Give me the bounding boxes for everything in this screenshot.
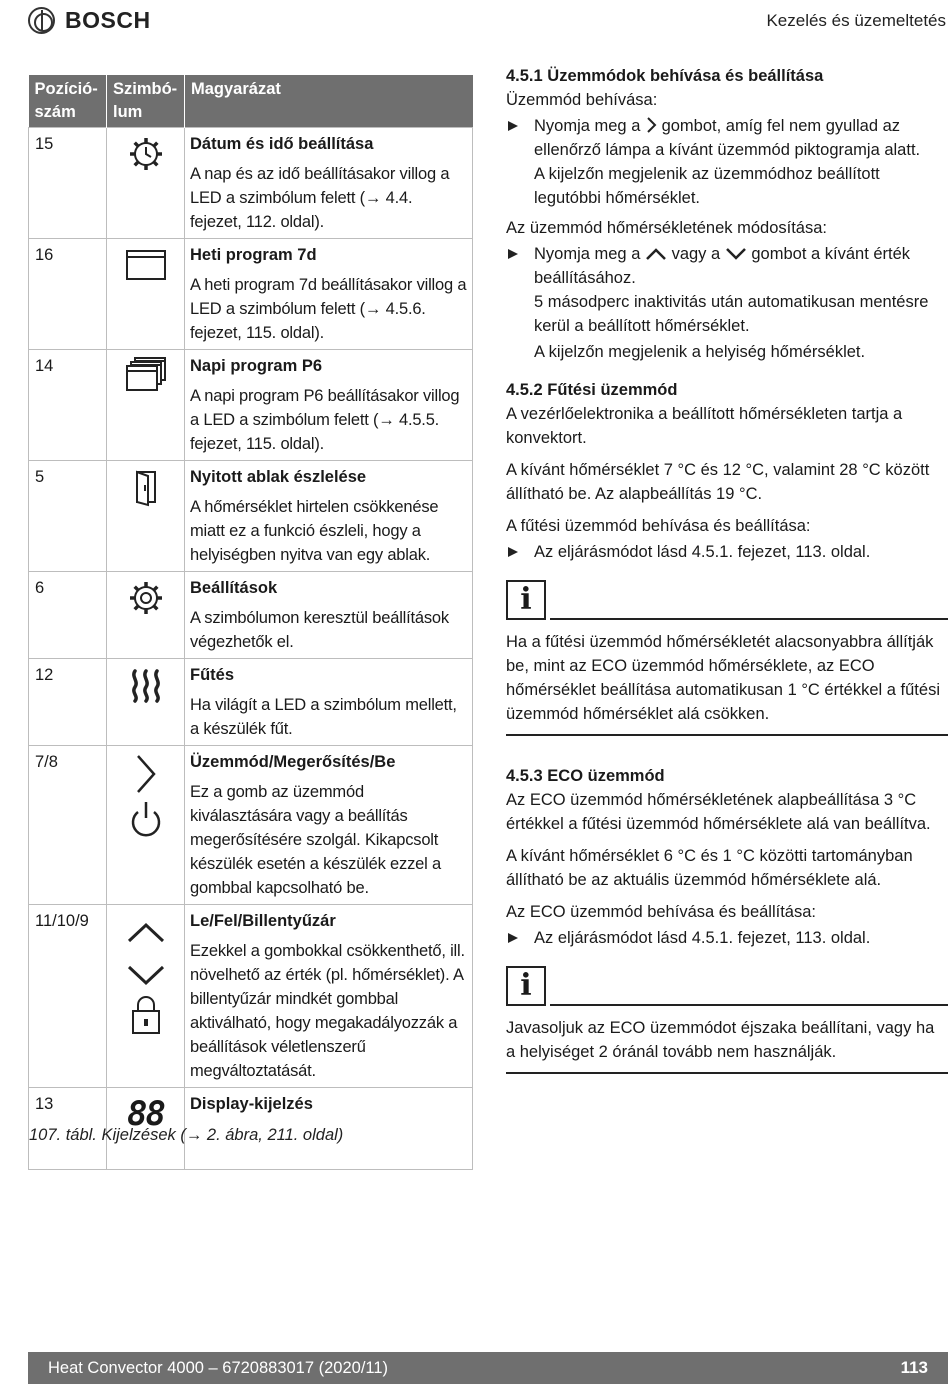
info-note-header [506,580,948,622]
chevron-power-icon [124,752,168,842]
row-number: 13 [29,1088,107,1170]
row-description: Ezekkel a gombokkal csökkenthető, ill. növelhető az érték (pl. hőmérséklet). A billentyűzár mindkét gombbal aktiválható, hogy megakadályozzák a beállítások véletlenszerű megváltoztatását. [190,942,465,1080]
paragraph: A vezérlőelektronika a beállított hőmérsékleten tartja a konvektort. [506,405,903,447]
row-title: Le/Fel/Billentyűzár [190,912,336,930]
row-number: 6 [29,572,107,659]
symbols-table [28,75,473,1170]
stacked-calendars-icon [124,356,168,396]
chevron-down-icon [725,247,747,261]
chevron-up-icon [645,247,667,261]
row-title: Nyitott ablak észlelése [190,468,367,486]
header-symbol: Szimbó-lum [107,75,185,128]
row-title: Napi program P6 [190,357,323,375]
paragraph: Az üzemmód hőmérsékletének módosítása: [506,219,827,237]
paragraph: Az ECO üzemmód hőmérsékletének alapbeállítása 3 °C értékkel a fűtési üzemmód hőmérséklete alá van beállítva. [506,791,931,833]
row-description: A szimbólumon keresztül beállítások végezhetők el. [190,609,449,651]
info-icon: i [506,966,546,1006]
header-explanation: Magyarázat [185,75,473,128]
chevron-right-icon [645,117,657,133]
heading-4-5-1: 4.5.1 Üzemmódok behívása és beállítása [506,67,824,85]
right-column [506,64,948,1074]
row-title: Heti program 7d [190,246,317,264]
table-row [29,239,473,350]
info-note-text: Ha a fűtési üzemmód hőmérsékletét alacsonyabbra állítják be, mint az ECO üzemmód hőmérséklete, az ECO hőmérséklet beállítása automatikusan 1 °C értékkel a fűtési üzemmód hőmérséklet alá csökken. [506,633,940,723]
row-number: 12 [29,659,107,746]
info-note-header [506,966,948,1008]
bullet-item: Az eljárásmódot lásd 4.5.1. fejezet, 113. oldal. [506,926,948,950]
table-header-row [29,75,473,128]
gear-clock-icon [126,134,166,174]
table-row [29,659,473,746]
paragraph: A kívánt hőmérséklet 6 °C és 1 °C közötti tartományban állítható be az aktuális üzemmód hőmérséklete alá. [506,847,913,889]
row-number: 11/10/9 [29,905,107,1088]
row-title: Üzemmód/Megerősítés/Be [190,753,396,771]
paragraph: Üzemmód behívása: [506,91,658,109]
table-caption: 107. tábl. Kijelzések (→ 2. ábra, 211. oldal) [29,1126,344,1144]
row-title: Dátum és idő beállítása [190,135,374,153]
header-position: Pozíció-szám [29,75,107,128]
row-number: 7/8 [29,746,107,905]
footer-bar [28,1352,948,1384]
section-title: Kezelés és üzemeltetés [766,11,946,30]
info-note-text: Javasoljuk az ECO üzemmódot éjszaka beállítani, vagy ha a helyiséget 2 óránál tovább nem használják. [506,1019,935,1061]
divider [506,734,948,736]
table-row [29,128,473,239]
row-title: Beállítások [190,579,278,597]
table-row [29,461,473,572]
heating-icon [126,665,166,705]
page-number: 113 [900,1358,928,1377]
heading-4-5-2: 4.5.2 Fűtési üzemmód [506,381,678,399]
row-number: 16 [29,239,107,350]
table-row [29,746,473,905]
row-description: A nap és az idő beállításakor villog a LED a szimbólum felett (→ 4.4. fejezet, 112. oldal). [190,165,450,231]
row-number: 15 [29,128,107,239]
logo-text: BOSCH [65,7,151,33]
segment-display-icon: 88 [127,1094,164,1134]
paragraph: A fűtési üzemmód behívása és beállítása: [506,517,811,535]
up-down-lock-icon [124,911,168,1041]
row-description: A hőmérséklet hirtelen csökkenése miatt ez a funkció észleli, hogy a helyiségben nyitva van egy ablak. [190,498,439,564]
row-number: 5 [29,461,107,572]
footer-text: Heat Convector 4000 – 6720883017 (2020/11) [48,1359,389,1377]
open-window-icon [126,467,166,507]
row-title: Display-kijelzés [190,1095,313,1113]
paragraph: A kívánt hőmérséklet 7 °C és 12 °C, valamint 28 °C között állítható be. Az alapbeállítás 19 °C. [506,461,930,503]
paragraph: Az ECO üzemmód behívása és beállítása: [506,903,816,921]
row-number: 14 [29,350,107,461]
bullet-item: Az eljárásmódot lásd 4.5.1. fejezet, 113. oldal. [506,540,948,564]
heading-4-5-3: 4.5.3 ECO üzemmód [506,767,665,785]
bosch-armature-icon [28,7,55,34]
window-calendar-icon [124,245,168,285]
row-title: Fűtés [190,666,235,684]
row-description: A napi program P6 beállításakor villog a LED a szimbólum felett (→ 4.5.5. fejezet, 115. oldal). [190,387,460,453]
table-row [29,572,473,659]
gear-icon [126,578,166,618]
bullet-item: Nyomja meg a gombot, amíg fel nem gyullad az ellenőrző lámpa a kívánt üzemmód piktogramja alatt. A kijelzőn megjelenik az üzemmódhoz beállított legutóbbi hőmérséklet. [506,114,948,210]
row-description: Ha világít a LED a szimbólum mellett, a készülék fűt. [190,696,457,738]
divider [506,1072,948,1074]
table-row [29,905,473,1088]
bosch-logo [28,7,151,34]
info-icon: i [506,580,546,620]
row-description: Ez a gomb az üzemmód kiválasztására vagy a beállítás megerősítésére szolgál. Kikapcsolt készülék esetén a készülék ezzel a gombbal kapcsolható be. [190,783,441,897]
bullet-item: Nyomja meg a vagy a gombot a kívánt érték beállításához. 5 másodperc inaktivitás után automatikusan mentésre kerül a beállított hőmérséklet. A kijelzőn megjelenik a helyiség hőmérséklet. [506,242,948,364]
table-row [29,350,473,461]
row-description: A heti program 7d beállításakor villog a LED a szimbólum felett (→ 4.5.6. fejezet, 115. oldal). [190,276,467,342]
